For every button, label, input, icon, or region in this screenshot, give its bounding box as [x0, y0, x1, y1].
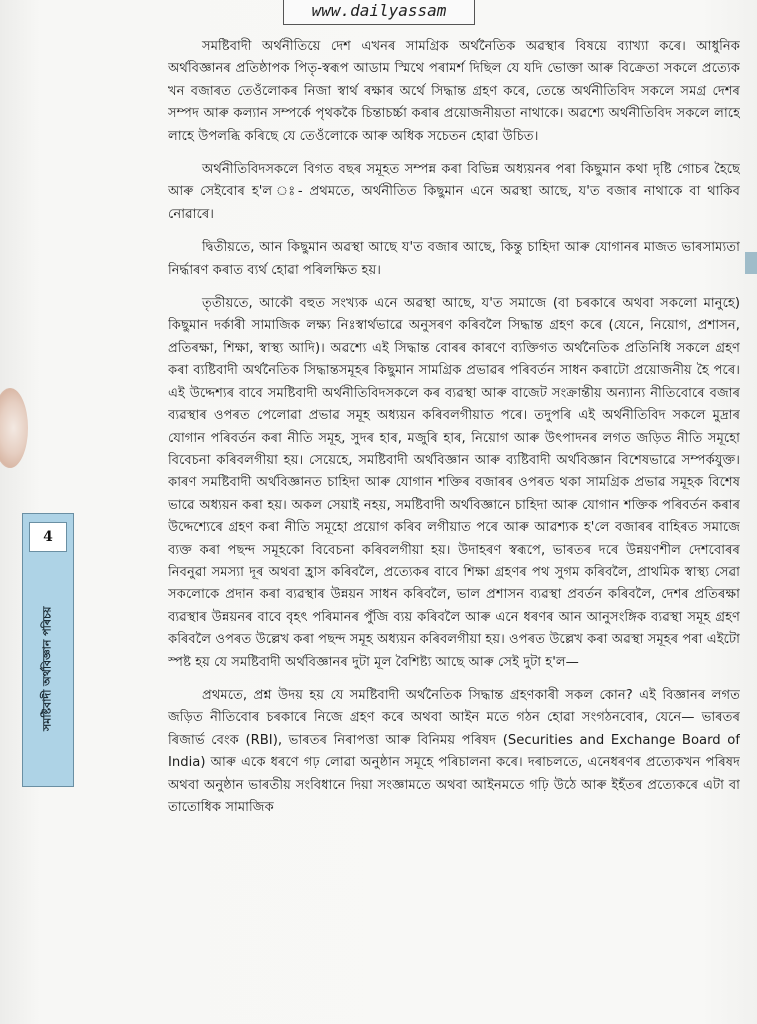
paragraph-second-point: দ্বিতীয়তে, আন কিছুমান অৱস্থা আছে য'ত বজাৰ আছে, কিন্তু চাহিদা আৰু যোগানৰ মাজত ভাৰসাম্যতা নিৰ্দ্ধাৰণ কৰাত ব্যৰ্থ হোৱা পৰিলক্ষিত হয়।: [168, 240, 740, 278]
paragraph-intro: সমষ্টিবাদী অৰ্থনীতিয়ে দেশ এখনৰ সামগ্ৰিক অৰ্থনৈতিক অৱস্থাৰ বিষয়ে ব্যাখ্যা কৰে। আধুনিক অৰ্থবিজ্ঞানৰ প্ৰতিষ্ঠাপক পিতৃ-স্বৰূপ আডাম স্মিথে পৰামৰ্শ দিছিল যে যদি ভোক্তা আৰু বিক্ৰেতা সকলে প্ৰত্যেক খন বজাৰত তেওঁলোকৰ নিজা স্বাৰ্থ ৰক্ষাৰ অৰ্থে সিদ্ধান্ত গ্ৰহণ কৰে, তেন্তে অৰ্থনীতিবিদ সকলে সমগ্ৰ দেশৰ সম্পদ আৰু কল্যান সম্পৰ্কে পৃথককৈ চিন্তাচৰ্চ্চা কৰাৰ প্ৰয়োজনীয়তা নাথাকে। অৱশ্যে অৰ্থনীতিবিদ সকলে লাহে লাহে উপলব্ধি কৰিছে যে তেওঁলোকে আৰু অধিক সচেতন হোৱা উচিত।: [168, 39, 740, 144]
paragraph-first-feature: প্ৰথমতে, প্ৰশ্ন উদয় হয় যে সমষ্টিবাদী অৰ্থনৈতিক সিদ্ধান্ত গ্ৰহণকাৰী সকল কোন? এই বিজ্ঞানৰ লগত জড়িত নীতিবোৰ চৰকাৰে নিজে গ্ৰহণ কৰে অথবা আইন মতে গঠন হোৱা সংগঠনবোৰ, যেনে— ভাৰতৰ ৰিজাৰ্ভ বেংক (RBI), ভাৰতৰ নিৰাপত্তা আৰু বিনিময় পৰিষদ (Securities and Exchange Board of India) আৰু একে ধৰণে গঢ় লোৱা অনুষ্ঠান সমূহে পৰিচালনা কৰে। দৰাচলতে, এনেধৰণৰ প্ৰত্যেকখন পৰিষদ অথবা অনুষ্ঠান ভাৰতীয় সংবিধানে দিয়া সংজ্ঞামতে অথবা আইনমতে গঢ়ি উঠে আৰু ইহঁতৰ প্ৰত্যেকৰে এটা বা তাতোধিক সামাজিক: [168, 687, 740, 815]
paragraph-third-point: তৃতীয়তে, আকৌ বহুত সংখ্যক এনে অৱস্থা আছে, য'ত সমাজে (বা চৰকাৰে অথবা সকলো মানুহে) কিছুমান দৰ্কাৰী সামাজিক লক্ষ্য নিঃস্বাৰ্থভাৱে অনুসৰণ কৰিবলৈ সিদ্ধান্ত গ্ৰহণ কৰে (যেনে, নিয়োগ, প্ৰশাসন, প্ৰতিৰক্ষা, শিক্ষা, স্বাস্থ্য আদি)। অৱশ্যে এই সিদ্ধান্ত বোৰৰ কাৰণে ব্যক্তিগত অৰ্থনৈতিক প্ৰতিনিধি সকলে গ্ৰহণ কৰা ব্যষ্টিবাদী অৰ্থনৈতিক সিদ্ধান্তসমূহৰ কিছুমান সামগ্ৰিক প্ৰভাৱৰ পৰিবৰ্তন সাধন কৰাটো প্ৰয়োজনীয় হৈ পৰে। এই উদ্দেশ্যৰ বাবে সমষ্টিবাদী অৰ্থনীতিবিদসকলে কৰ ব্যৱস্থা আৰু বাজেট সংক্ৰান্তীয় অন্যান্য নীতিবোৰে বজাৰ ব্যৱস্থাৰ ওপৰত পেলোৱা প্ৰভাৱ সমূহ অধ্যয়ন কৰিবলগীয়াত পৰে। তদুপৰি এই অৰ্থনীতিবিদ সকলে মুদ্ৰাৰ যোগান পৰিবৰ্তন কৰা নীতি সমূহ, সুদৰ হাৰ, মজুৰি হাৰ, নিয়োগ আৰু উৎপাদনৰ লগত জড়িত নীতি সমূহো বিবেচনা কৰিবলগীয়া হয়। সেয়েহে, সমষ্টিবাদী অৰ্থবিজ্ঞান আৰু ব্যষ্টিবাদী অৰ্থবিজ্ঞান বিশেষভাৱে সম্পৰ্কযুক্ত। কাৰণ সমষ্টিবাদী অৰ্থবিজ্ঞানত চাহিদা আৰু যোগান শক্তিৰ বজাৰৰ ওপৰত থকা সামগ্ৰিক প্ৰভাৱ সমূহক বিশেষ ভাৱে অধ্যয়ন কৰা হয়। অকল সেয়াই নহয়, সমষ্টিবাদী অৰ্থবিজ্ঞানে চাহিদা আৰু যোগান শক্তিক পৰিবৰ্তন কৰাৰ উদ্দেশ্যেৰে গ্ৰহণ কৰা নীতি সমূহো প্ৰয়োগ কৰিব লগীয়াত পৰে আৰু আৱশ্যক হ'লে বজাৰৰ বাহিৰত সমাজে ব্যক্ত কৰা পছন্দ সমূহকো বিবেচনা কৰিবলগীয়া হয়। উদাহৰণ স্বৰূপে, ভাৰতৰ দৰে উন্নয়ণশীল দেশবোৰৰ নিবনুৱা সমস্যা দূৰ অথবা হ্ৰাস কৰিবলৈ, প্ৰত্যেকৰ বাবে শিক্ষা গ্ৰহণৰ পথ সুগম কৰিবলৈ, প্ৰাথমিক স্বাস্থ্য সেৱা সকলোকে প্ৰদান কৰা ব্যৱস্থাৰ উন্নয়ন সাধন কৰিবলৈ, ভাল প্ৰশাসন ব্যৱস্থা প্ৰবৰ্তন কৰিবলৈ, দেশৰ প্ৰতিৰক্ষা ব্যৱস্থাৰ উন্নয়নৰ বাবে বৃহৎ পৰিমানৰ পুঁজি ব্যয় কৰিবলৈ আৰু এনে ধৰণৰ আন আনুসংঙ্গিক ব্যৱস্থা সমূহ গ্ৰহণ কৰিবলৈ ওপৰত উল্লেখ কৰা পছন্দ সমূহ অধ্যয়ন কৰিবলগীয়া হয়। ওপৰত উল্লেখ কৰা অৱস্থা সমূহৰ পৰা এইটো স্পষ্ট হয় যে সমষ্টিবাদী অৰ্থবিজ্ঞানৰ দুটা মূল বৈশিষ্ট্য আছে আৰু সেই দুটা হ'ল—: [168, 296, 740, 670]
page-number: 4: [29, 522, 67, 552]
chapter-title: সমষ্টিবাদী অৰ্থবিজ্ঞান পৰিচয়: [40, 606, 54, 732]
page-edge-marker: [745, 252, 757, 274]
paragraph-observations: অৰ্থনীতিবিদসকলে বিগত বছৰ সমূহত সম্পন্ন কৰা বিভিন্ন অধ্যয়নৰ পৰা কিছুমান কথা দৃষ্টি গোচৰ হৈছে আৰু সেইবোৰ হ'ল ঃ- প্ৰথমতে, অৰ্থনীতিত কিছুমান এনে অৱস্থা আছে, য'ত বজাৰ নাথাকে বা থাকিব নোৱাৰে।: [168, 162, 740, 222]
watermark-url: www.dailyassam: [283, 0, 475, 25]
chapter-side-tab: [22, 513, 74, 787]
page-body-text: [168, 36, 740, 1014]
page-smudge: [0, 388, 28, 468]
